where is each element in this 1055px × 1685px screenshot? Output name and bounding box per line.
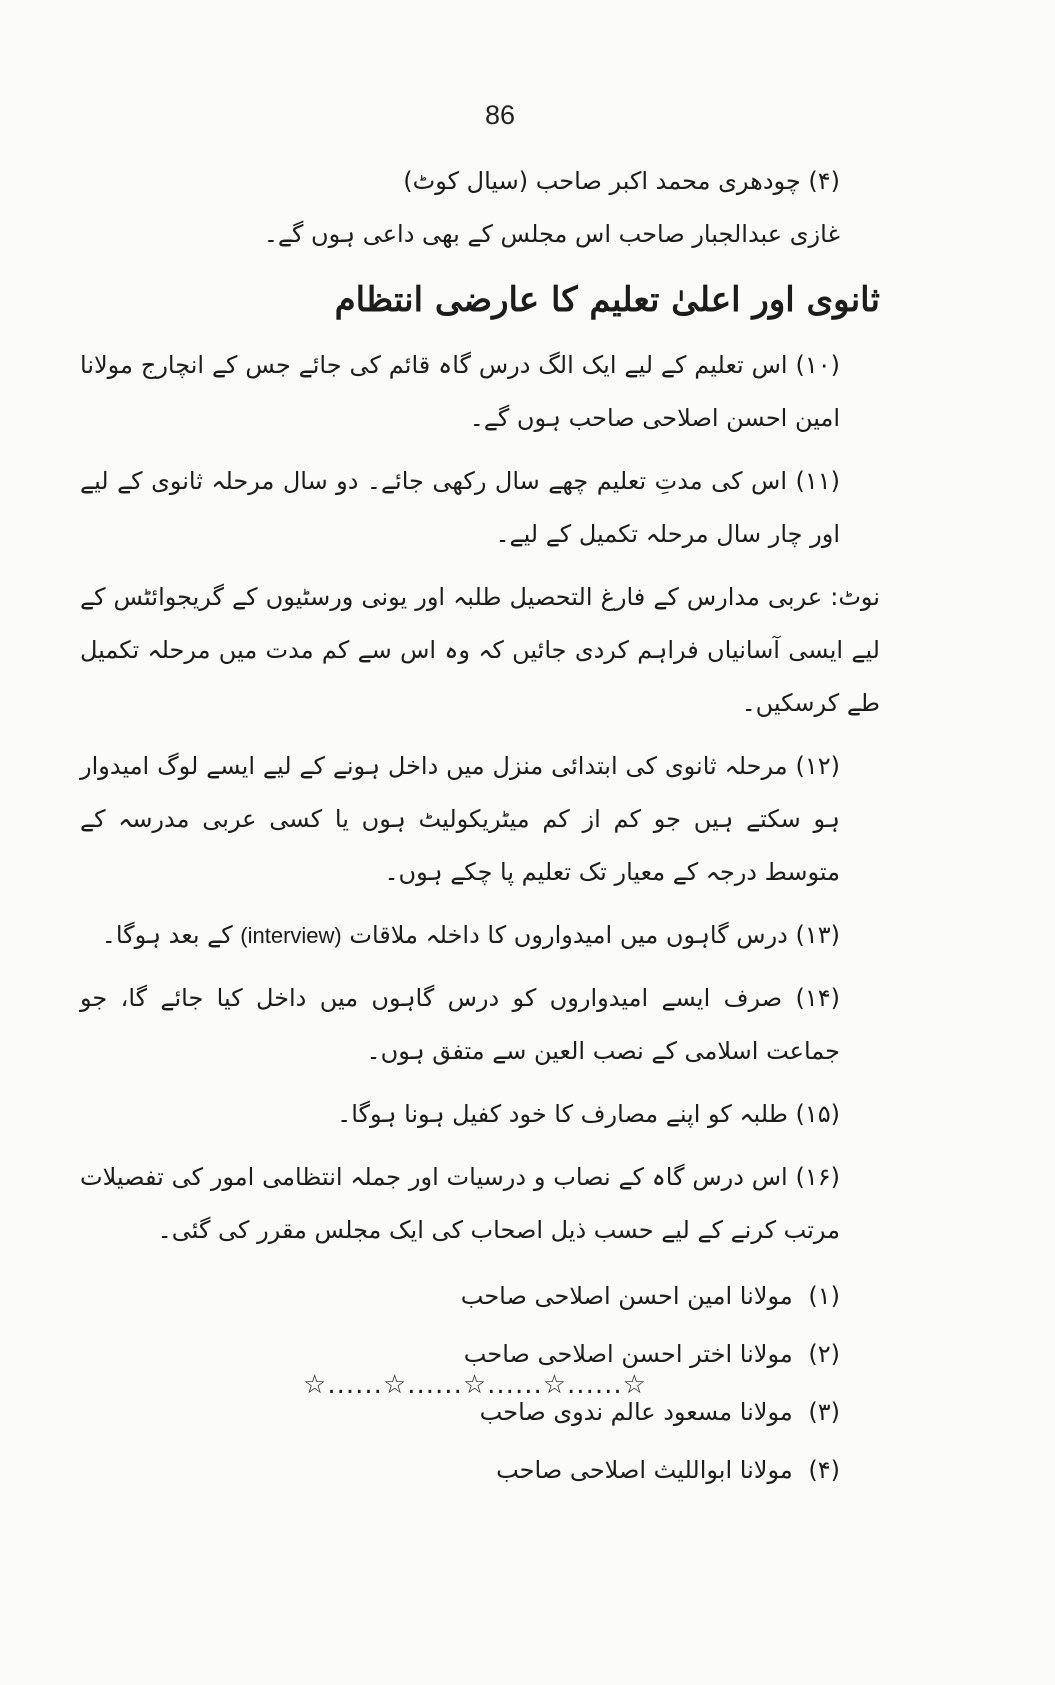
member-number: (۳) (808, 1398, 840, 1426)
page-number: 86 (484, 100, 516, 130)
paragraph-10: (۱۰) اس تعلیم کے لیے ایک الگ درس گاہ قائم کی جائے جس کے انچارج مولانا امین احسن اصلاحی صاحب ہوں گے۔ (80, 351, 840, 432)
member-name: مولانا ابواللیث اصلاحی صاحب (496, 1456, 793, 1484)
note-paragraph: نوٹ: عربی مدارس کے فارغ التحصیل طلبہ اور یونی ورسٹیوں کے گریجوائٹس کے لیے ایسی آسانیاں فراہم کردی جائیں کہ وہ اس سے کم مدت میں مرحلہ تکمیل طے کرسکیں۔ (80, 583, 880, 717)
paragraph-13-text-before: (۱۳) درس گاہوں میں امیدواروں کا داخلہ ملاقات (349, 921, 840, 949)
paragraph-15: (۱۵) طلبہ کو اپنے مصارف کا خود کفیل ہونا ہوگا۔ (337, 1100, 840, 1128)
member-name: مولانا مسعود عالم ندوی صاحب (479, 1398, 793, 1426)
member-name: مولانا اختر احسن اصلاحی صاحب (463, 1340, 793, 1368)
star-separator: ☆......☆......☆......☆......☆ (303, 1370, 647, 1400)
committee-member (80, 1441, 880, 1499)
intro-line-2: غازی عبدالجبار صاحب اس مجلس کے بھی داعی ہوں گے۔ (263, 220, 840, 248)
intro-line-1: (۴) چودھری محمد اکبر صاحب (سیال کوٹ) (403, 167, 840, 195)
paragraph-16: (۱۶) اس درس گاہ کے نصاب و درسیات اور جملہ انتظامی امور کی تفصیلات مرتب کرنے کے لیے حسب ذیل اصحاب کی ایک مجلس مقرر کی گئی۔ (80, 1163, 840, 1244)
committee-member (80, 1267, 880, 1325)
member-number: (۱) (808, 1282, 840, 1310)
paragraph-14: (۱۴) صرف ایسے امیدواروں کو درس گاہوں میں داخل کیا جائے گا، جو جماعت اسلامی کے نصب العین سے متفق ہوں۔ (80, 984, 840, 1065)
member-name: مولانا امین احسن اصلاحی صاحب (460, 1282, 793, 1310)
paragraph-13-english-term: (interview) (240, 923, 342, 948)
paragraph-13-text-after: کے بعد ہوگا۔ (101, 921, 233, 949)
paragraph-13 (80, 909, 880, 962)
member-number: (۲) (808, 1340, 840, 1368)
paragraph-11: (۱۱) اس کی مدتِ تعلیم چھے سال رکھی جائے۔ دو سال مرحلہ ثانوی کے لیے اور چار سال مرحلہ تکمیل کے لیے۔ (80, 467, 840, 548)
section-heading: ثانوی اور اعلیٰ تعلیم کا عارضی انتظام (334, 280, 880, 320)
paragraph-12: (۱۲) مرحلہ ثانوی کی ابتدائی منزل میں داخل ہونے کے لیے ایسے لوگ امیدوار ہو سکتے ہیں جو کم از کم میٹریکولیٹ ہوں یا کسی عربی مدرسہ کے متوسط درجہ کے معیار تک تعلیم پا چکے ہوں۔ (80, 752, 840, 886)
member-number: (۴) (808, 1456, 840, 1484)
page-body (80, 155, 880, 1499)
